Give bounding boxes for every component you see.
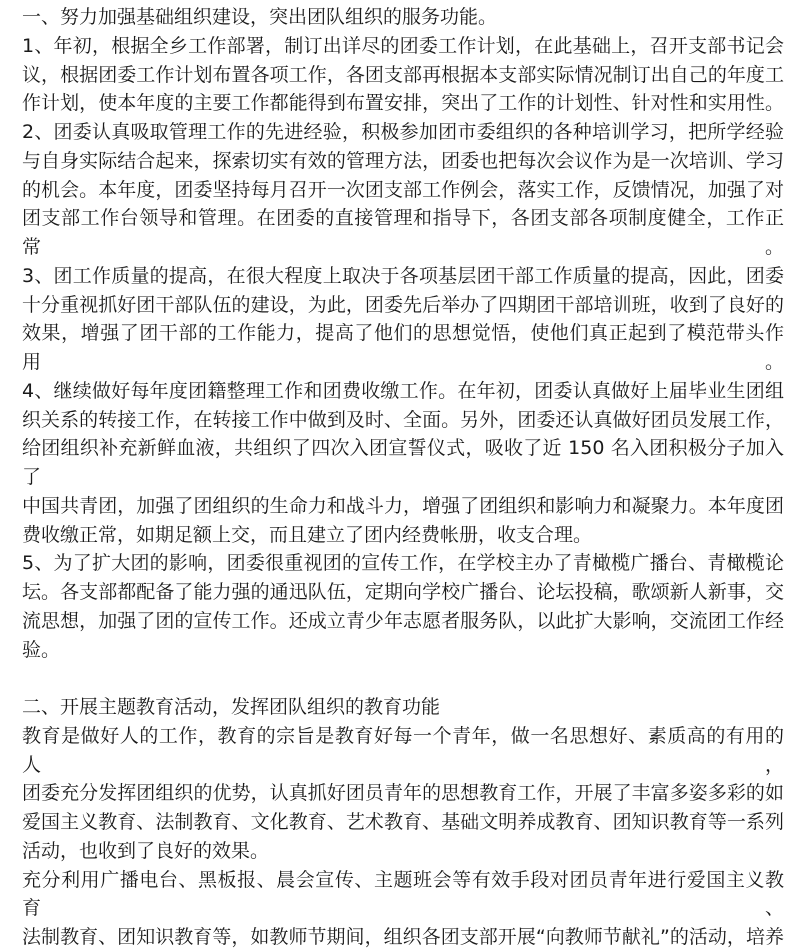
text-line: 爱国主义教育、法制教育、文化教育、艺术教育、基础文明养成教育、团知识教育等一系列 <box>22 811 784 833</box>
text-line: 团支部工作台领导和管理。在团委的直接管理和指导下，各团支部各项制度健全，工作正常。 <box>22 207 784 258</box>
text-line: 与自身实际结合起来，探索切实有效的管理方法，团委也把每次会议作为是一次培训、学习 <box>22 149 784 172</box>
text-line: 给团组织补充新鲜血液，共组织了四次入团宣誓仪式，吸收了近 150 名入团积极分子加入了 <box>22 437 784 488</box>
text-line: 效果，增强了团干部的工作能力，提高了他们的思想觉悟，使他们真正起到了模范带头作用。 <box>22 322 784 373</box>
text-line: 作计划，使本年度的主要工作都能得到布置安排，突出了工作的计划性、针对性和实用性。 <box>22 92 784 115</box>
text-line: 活动，也收到了良好的效果。 <box>22 839 270 862</box>
text-line: 十分重视抓好团干部队伍的建设，为此，团委先后举办了四期团干部培训班，收到了良好的 <box>22 293 784 316</box>
text-line: 验。 <box>22 638 61 661</box>
section-heading: 二、开展主题教育活动，发挥团队组织的教育功能 <box>22 696 441 718</box>
text-line: 3、团工作质量的提高，在很大程度上取决于各项基层团干部工作质量的提高，因此，团委 <box>22 264 784 287</box>
paragraph-gap <box>22 664 784 693</box>
document-body <box>22 0 784 952</box>
text-line: 5、为了扩大团的影响，团委很重视团的宣传工作，在学校主办了青橄榄广播台、青橄榄论 <box>22 552 784 575</box>
text-line: 团委充分发挥团组织的优势，认真抓好团员青年的思想教育工作，开展了丰富多姿多彩的如 <box>22 782 784 805</box>
text-line: 费收缴正常，如期足额上交，而且建立了团内经费帐册，收支合理。 <box>22 523 593 546</box>
text-line: 坛。各支部都配备了能力强的通迅队伍，定期向学校广播台、论坛投稿，歌颂新人新事，交 <box>22 581 784 603</box>
text-line: 4、继续做好每年度团籍整理工作和团费收缴工作。在年初，团委认真做好上届毕业生团组 <box>22 379 784 402</box>
text-line: 法制教育、团知识教育等，如教师节期间，组织各团支部开展“向教师节献礼”的活动，培养 <box>22 926 784 948</box>
text-line: 流思想，加强了团的宣传工作。还成立青少年志愿者服务队，以此扩大影响，交流团工作经 <box>22 609 784 632</box>
text-line: 教育是做好人的工作，教育的宗旨是教育好每一个青年，做一名思想好、素质高的有用的人， <box>22 724 784 776</box>
text-line: 中国共青团，加强了团组织的生命力和战斗力，增强了团组织和影响力和凝聚力。本年度团 <box>22 494 784 517</box>
text-line: 织关系的转接工作，在转接工作中做到及时、全面。另外，团委还认真做好团员发展工作， <box>22 408 784 431</box>
text-line: 的机会。本年度，团委坚持每月召开一次团支部工作例会，落实工作，反馈情况，加强了对 <box>22 178 784 201</box>
text-line: 充分利用广播电台、黑板报、晨会宣传、主题班会等有效手段对团员青年进行爱国主义教育、 <box>22 868 784 920</box>
text-line: 1、年初，根据全乡工作部署，制订出详尽的团委工作计划，在此基础上，召开支部书记会 <box>22 34 784 57</box>
text-line: 议，根据团委工作计划布置各项工作，各团支部再根据本支部实际情况制订出自己的年度工 <box>22 63 784 86</box>
section-heading: 一、努力加强基础组织建设，突出团队组织的服务功能。 <box>22 6 498 28</box>
text-line: 2、团委认真吸取管理工作的先进经验，积极参加团市委组织的各种培训学习，把所学经验 <box>22 121 784 143</box>
